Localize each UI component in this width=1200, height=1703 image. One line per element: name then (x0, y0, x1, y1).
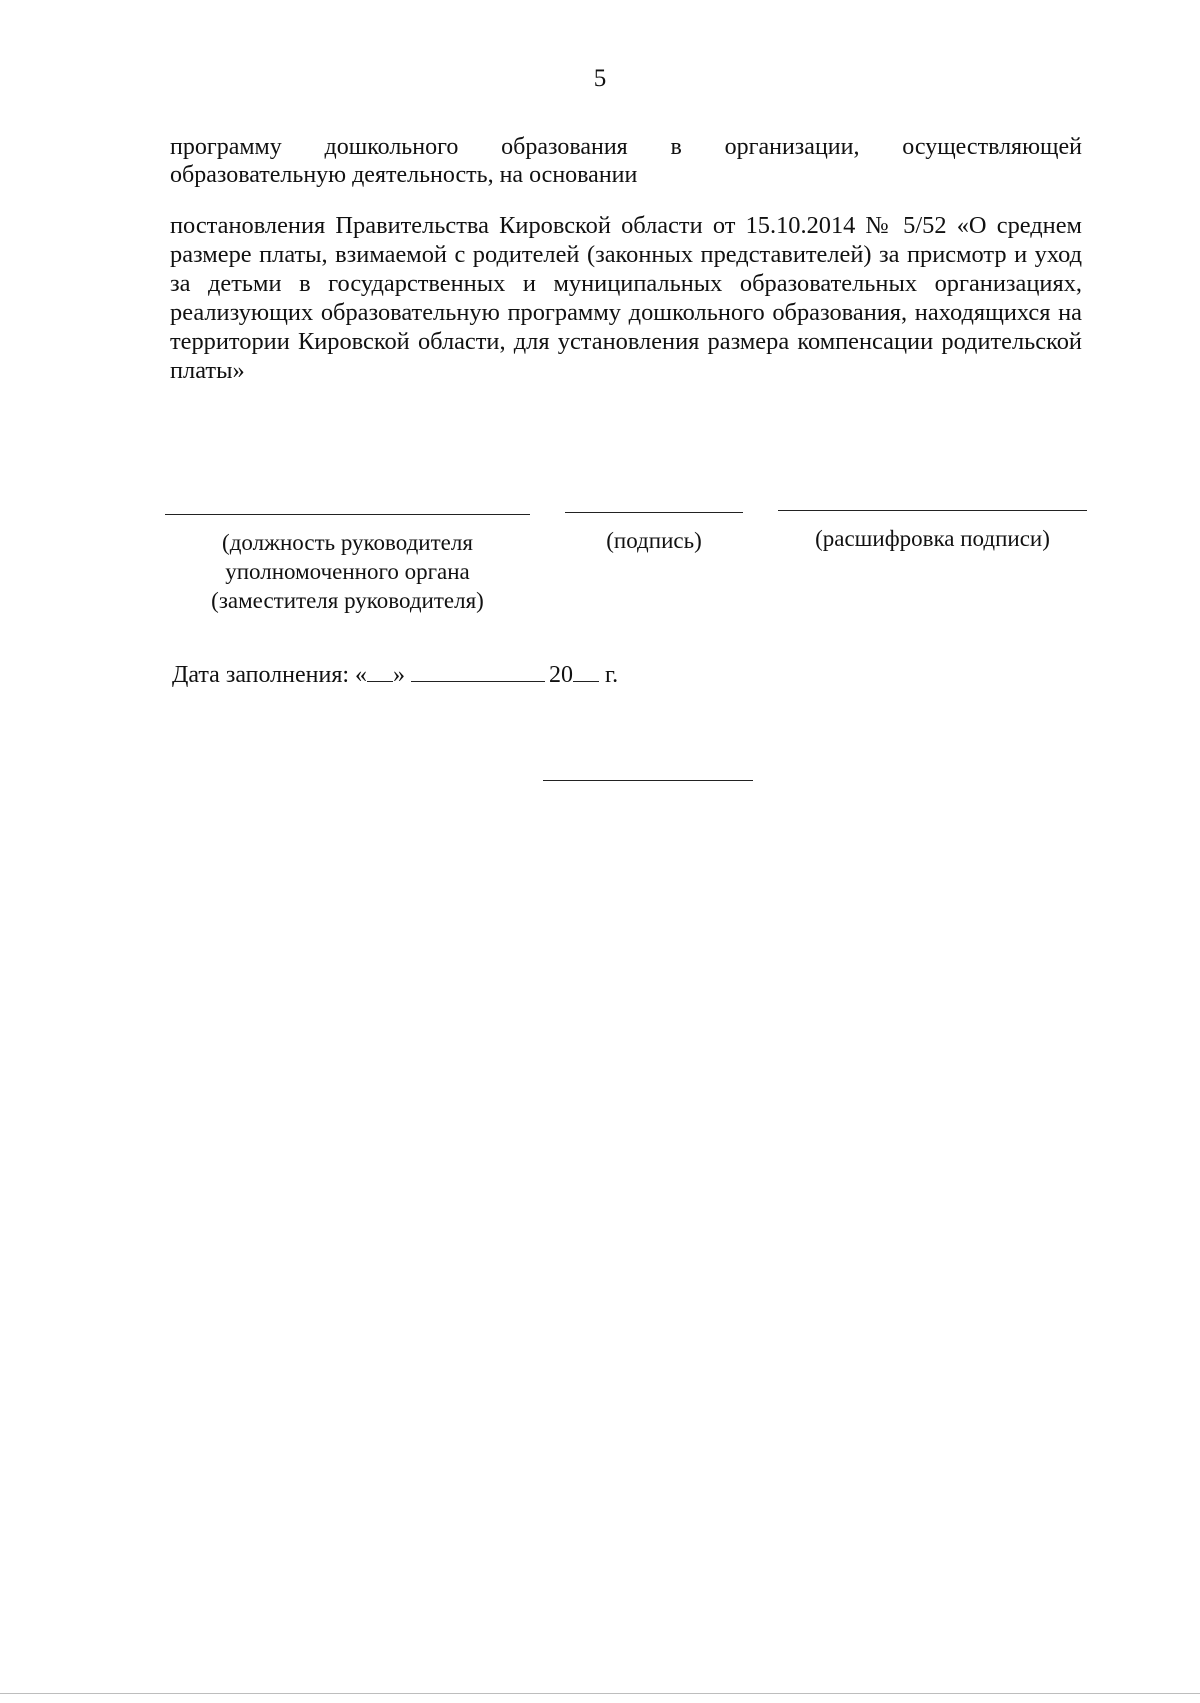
position-caption-line-2: уполномоченного органа (225, 559, 470, 584)
month-blank (411, 661, 545, 682)
paragraph-intro (170, 133, 1082, 189)
year-prefix: 20 (549, 662, 574, 688)
position-signature-line (165, 514, 530, 515)
transcript-signature-line (778, 510, 1087, 511)
paragraph-intro-line-2: образовательную деятельность, на основании (170, 162, 638, 188)
day-blank (367, 661, 393, 682)
year-blank (573, 661, 599, 682)
fill-date-label: Дата заполнения: (172, 662, 350, 688)
position-caption (165, 528, 530, 615)
document-end-rule (543, 780, 753, 781)
year-suffix: г. (605, 662, 619, 688)
position-caption-line-3: (заместителя руководителя) (211, 588, 484, 613)
date-open-quote: « (355, 662, 368, 688)
page-number: 5 (593, 65, 607, 92)
signature-caption: (подпись) (606, 528, 702, 553)
paragraph-intro-line-1: программу дошкольного образования в организации, осуществляющей (170, 134, 1082, 160)
scan-edge-line (0, 1693, 1200, 1694)
signature-line (565, 512, 743, 513)
date-close-quote: » (393, 662, 406, 688)
fill-date-row (172, 660, 618, 690)
paragraph-resolution: постановления Правительства Кировской области от 15.10.2014 № 5/52 «О среднем размере платы, взимаемой с родителей (законных представителей) за присмотр и уход за детьми в государственных и муниципальных образовательных организациях, реализующих образовательную программу дошкольного образования, находящихся на территории Кировской области, для установления размера компенсации родительской платы» (170, 212, 1082, 384)
transcript-caption: (расшифровка подписи) (815, 526, 1050, 551)
position-caption-line-1: (должность руководителя (222, 530, 473, 555)
